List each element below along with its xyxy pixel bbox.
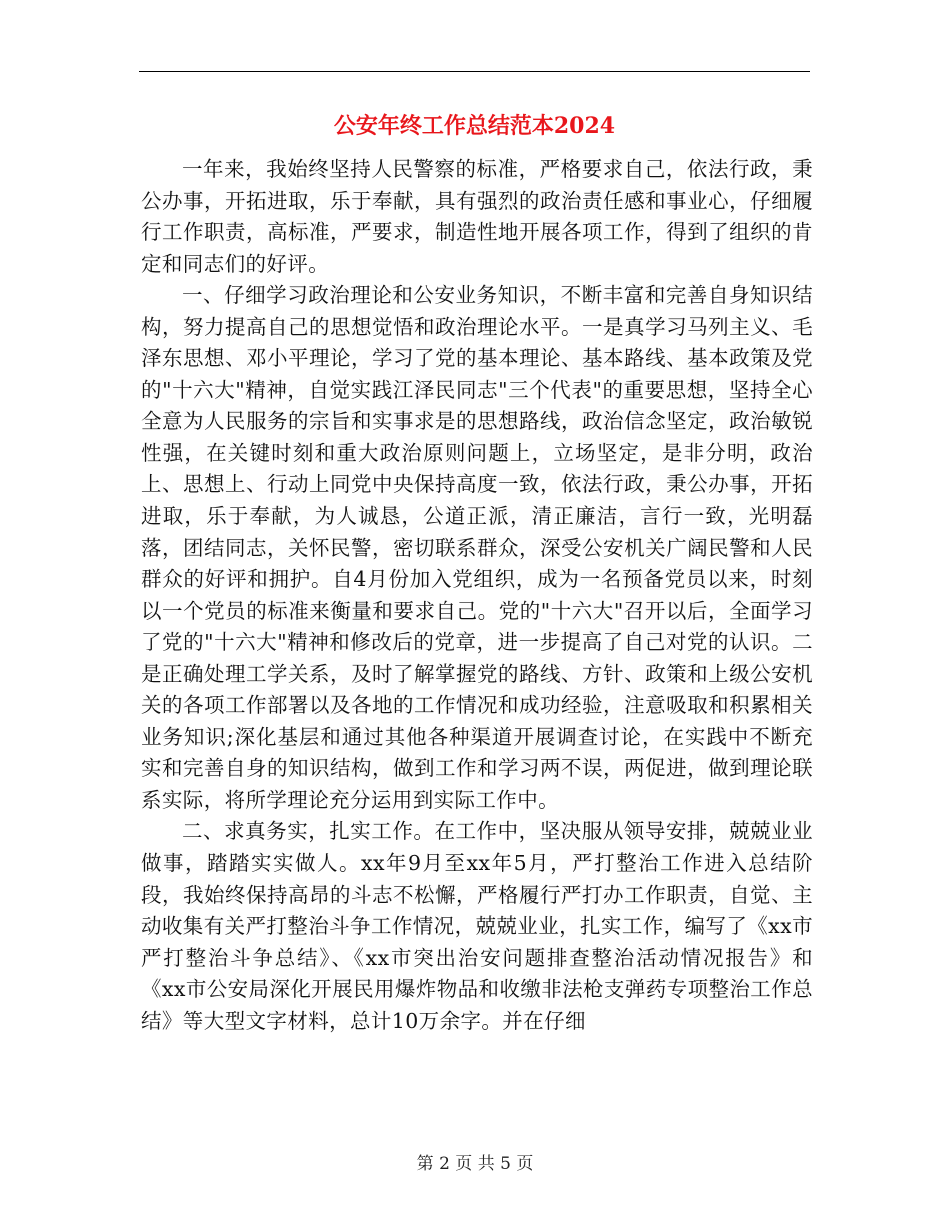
- paragraph-section-2: 二、求真务实，扎实工作。在工作中，坚决服从领导安排，兢兢业业做事，踏踏实实做人。xx年9月至xx年5月，严打整治工作进入总结阶段，我始终保持高昂的斗志不松懈，严格履行严打办工作职责，自觉、主动收集有关严打整治斗争工作情况，兢兢业业，扎实工作，编写了《xx市严打整治斗争总结》、《xx市突出治安问题排查整治活动情况报告》和《xx市公安局深化开展民用爆炸物品和收缴非法枪支弹药专项整治工作总结》等大型文字材料，总计10万余字。并在仔细: [141, 819, 813, 1033]
- header-rule: [139, 71, 810, 72]
- page-footer: [0, 1152, 950, 1176]
- page-number-label: 第 2 页 共 5 页: [416, 1154, 534, 1174]
- paragraph-section-1: 一、仔细学习政治理论和公安业务知识，不断丰富和完善自身知识结构，努力提高自己的思想觉悟和政治理论水平。一是真学习马列主义、毛泽东思想、邓小平理论，学习了党的基本理论、基本路线、基本政策及党的"十六大"精神，自觉实践江泽民同志"三个代表"的重要思想，坚持全心全意为人民服务的宗旨和实事求是的思想路线，政治信念坚定，政治敏锐性强，在关键时刻和重大政治原则问题上，立场坚定，是非分明，政治上、思想上、行动上同党中央保持高度一致，依法行政，秉公办事，开拓进取，乐于奉献，为人诚恳，公道正派，清正廉洁，言行一致，光明磊落，团结同志，关怀民警，密切联系群众，深受公安机关广阔民警和人民群众的好评和拥护。自4月份加入党组织，成为一名预备党员以来，时刻以一个党员的标准来衡量和要求自己。党的"十六大"召开以后，全面学习了党的"十六大"精神和修改后的党章，进一步提高了自己对党的认识。二是正确处理工学关系，及时了解掌握党的路线、方针、政策和上级公安机关的各项工作部署以及各地的工作情况和成功经验，注意吸取和积累相关业务知识;深化基层和通过其他各种渠道开展调查讨论，在实践中不断充实和完善自身的知识结构，做到工作和学习两不误，两促进，做到理论联系实际，将所学理论充分运用到实际工作中。: [141, 283, 813, 812]
- document-title: 公安年终工作总结范本2024: [333, 113, 616, 139]
- paragraph-intro: 一年来，我始终坚持人民警察的标准，严格要求自己，依法行政，秉公办事，开拓进取，乐于奉献，具有强烈的政治责任感和事业心，仔细履行工作职责，高标准，严要求，制造性地开展各项工作，得到了组织的肯定和同志们的好评。: [141, 157, 813, 276]
- document-body: [141, 154, 813, 1037]
